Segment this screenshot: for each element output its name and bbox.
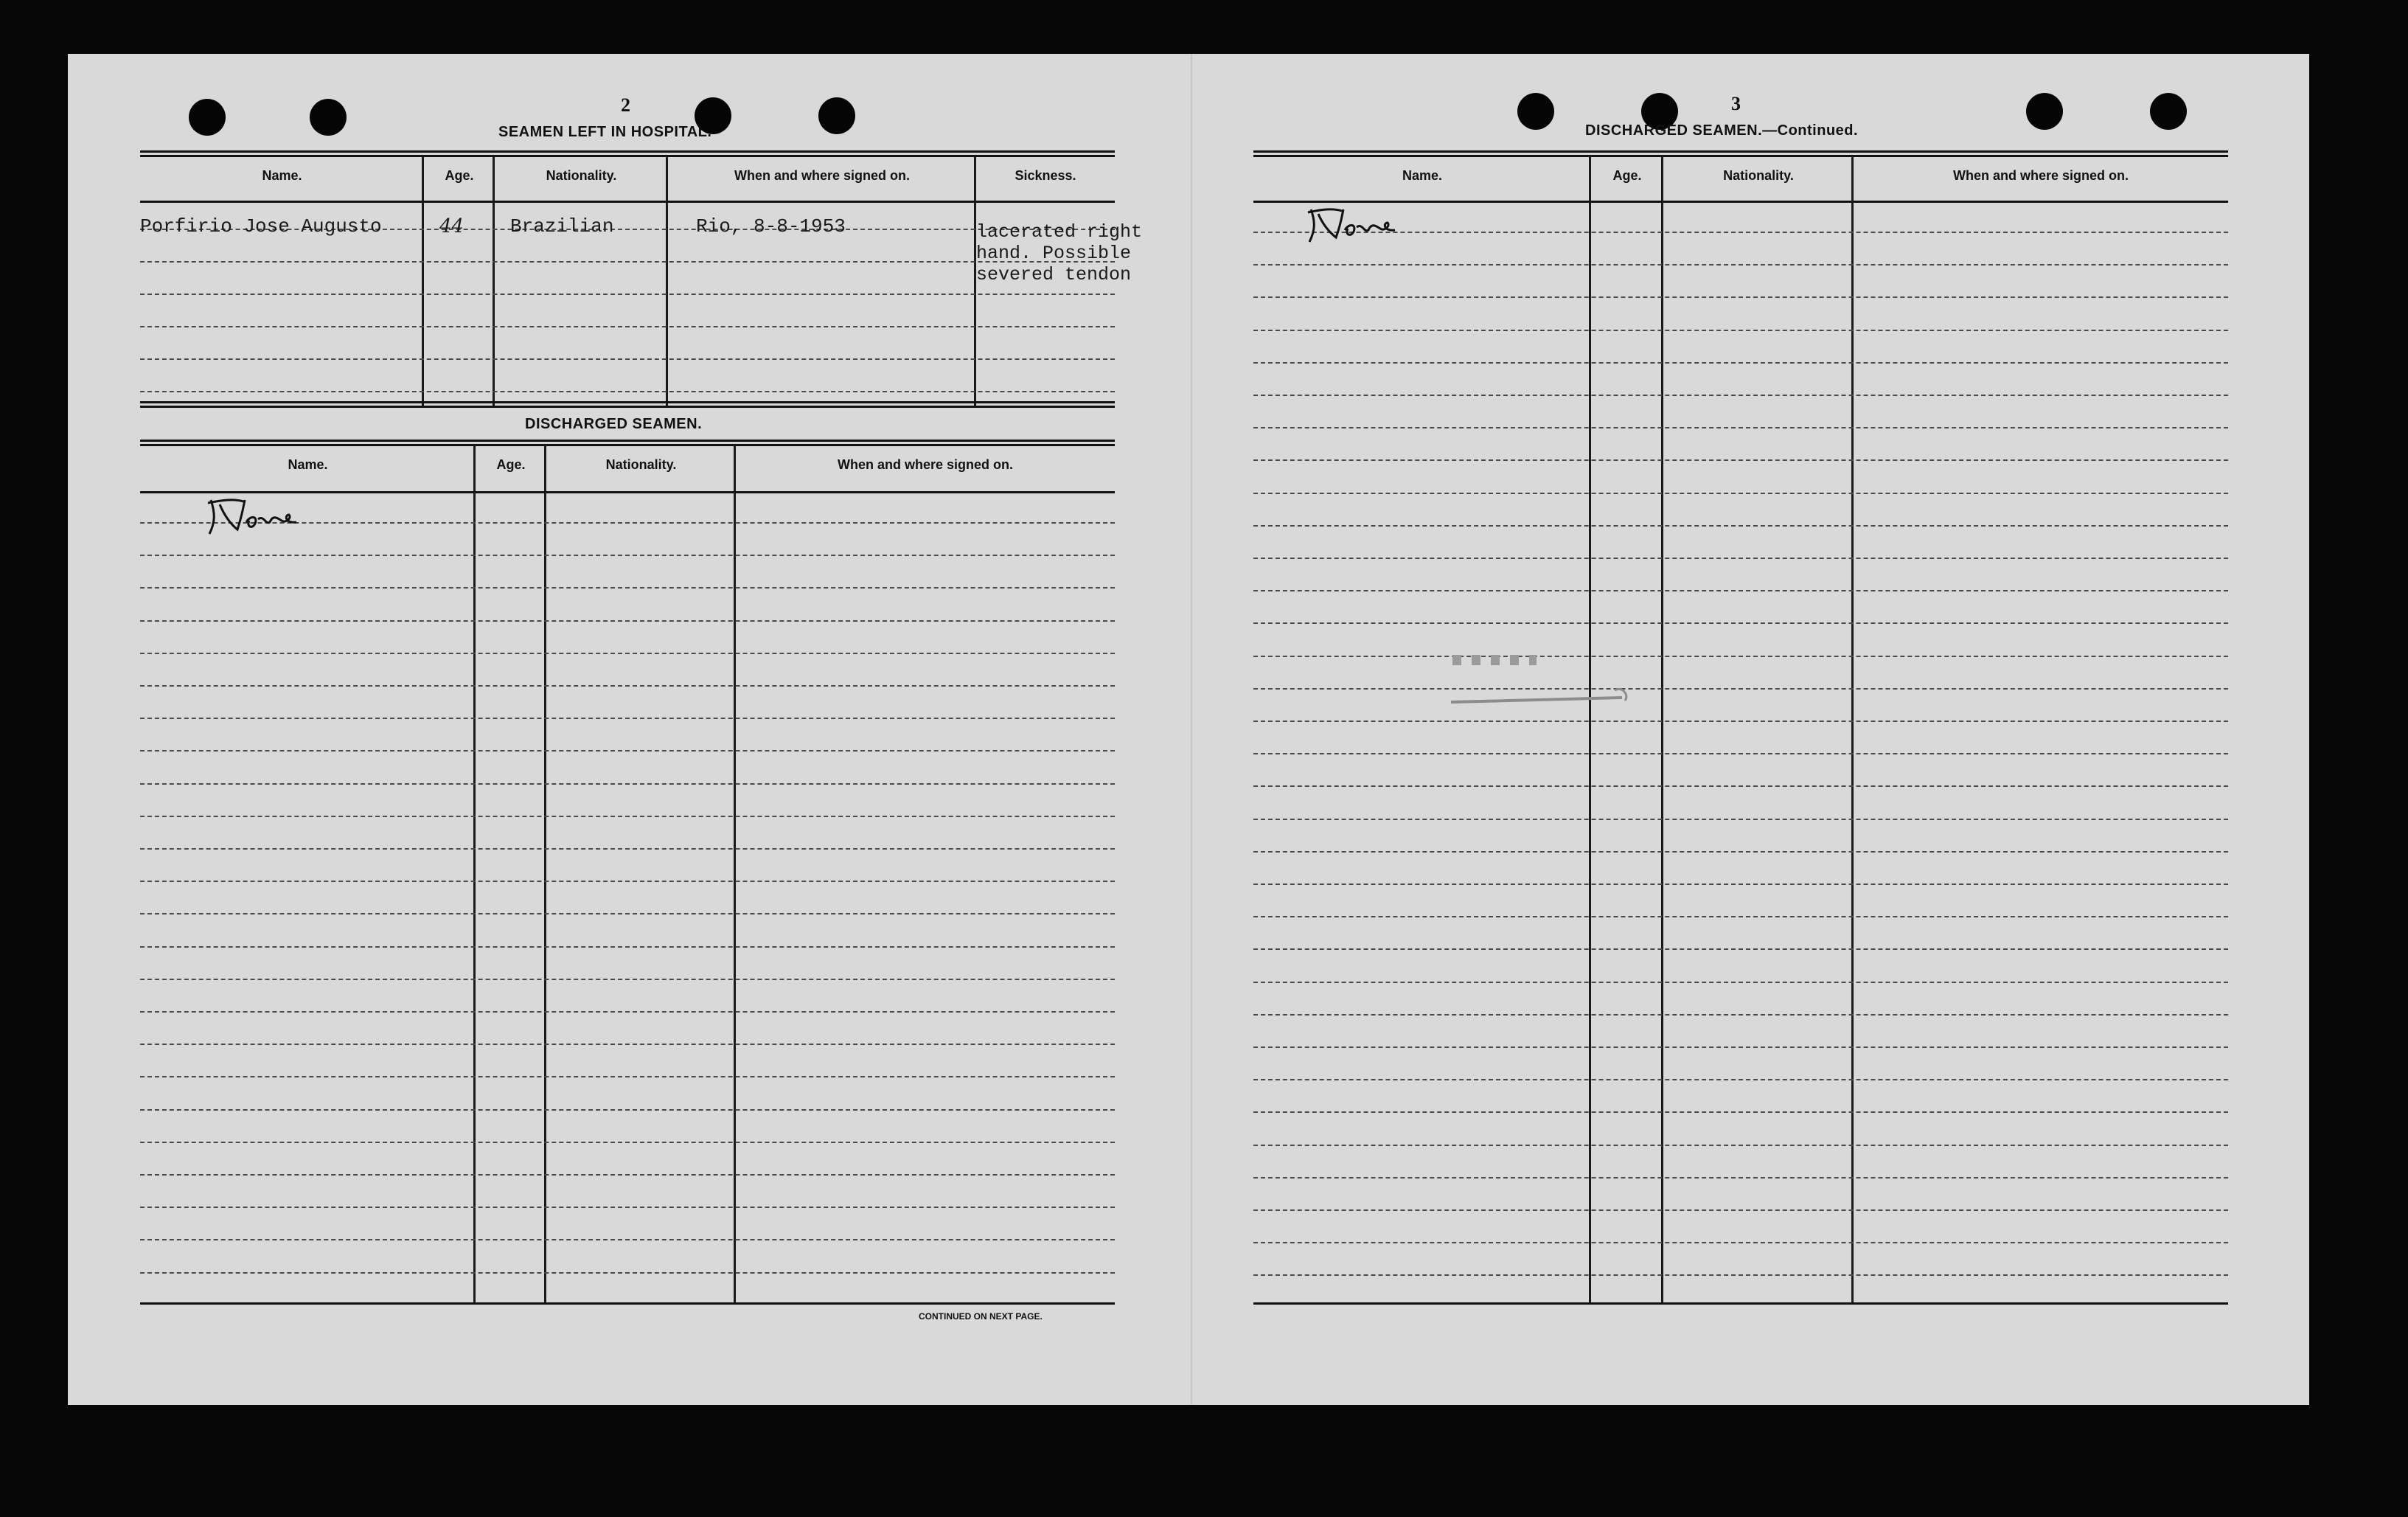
ruled-line: [1253, 884, 2228, 885]
ruled-line: [140, 946, 1115, 948]
hospital-sickness-value: [976, 221, 1160, 285]
ruled-line: [1253, 459, 2228, 461]
handwritten-none-left: [205, 493, 308, 537]
ruled-line: [140, 1239, 1115, 1240]
hospital-header-age: Age.: [445, 168, 474, 183]
continued-footer: CONTINUED ON NEXT PAGE.: [919, 1311, 1043, 1322]
ruled-line: [1253, 493, 2228, 494]
ruled-line: [1253, 362, 2228, 364]
ruled-line: [1253, 264, 2228, 265]
right-header-nationality: Nationality.: [1723, 168, 1794, 183]
ruled-line: [1253, 819, 2228, 820]
discharged-header-signed-on: When and where signed on.: [837, 457, 1014, 472]
ruled-line: [140, 685, 1115, 687]
punch-hole: [1517, 93, 1554, 130]
ruled-line: [1253, 1046, 2228, 1048]
ruled-line: [140, 391, 1115, 392]
ruled-line: [1253, 688, 2228, 690]
hospital-age-value: 44: [439, 215, 464, 237]
ruled-line: [140, 653, 1115, 654]
hospital-header-signed-on: When and where signed on.: [734, 168, 911, 183]
ruled-line: [1253, 296, 2228, 298]
ruled-line: [140, 1044, 1115, 1045]
ruled-line: [140, 783, 1115, 785]
discharged-section-title: DISCHARGED SEAMEN.: [525, 416, 703, 432]
ruled-line: [140, 1207, 1115, 1208]
ruled-line: [1253, 1209, 2228, 1211]
ruled-line: [140, 1142, 1115, 1143]
ruled-line: [1253, 721, 2228, 722]
ruled-line: [140, 1076, 1115, 1077]
hospital-header-name: Name.: [262, 168, 302, 183]
ruled-line: [1253, 785, 2228, 787]
ruled-line: [1253, 395, 2228, 396]
ruled-line: [1253, 1014, 2228, 1016]
ruled-line: [140, 1109, 1115, 1111]
ruled-line: [1253, 1079, 2228, 1080]
punch-hole: [189, 99, 226, 136]
ruled-line: [140, 326, 1115, 327]
hospital-nationality-value: Brazilian: [510, 215, 614, 237]
punch-hole: [310, 99, 347, 136]
hospital-section-title: SEAMEN LEFT IN HOSPITAL.: [498, 124, 712, 140]
discharged-header-nationality: Nationality.: [605, 457, 677, 472]
ruled-line: [1253, 525, 2228, 527]
ruled-line: [140, 1174, 1115, 1176]
right-header-name: Name.: [1402, 168, 1443, 183]
ruled-line: [1253, 1274, 2228, 1276]
ruled-line: [140, 1011, 1115, 1013]
ruled-line: [140, 555, 1115, 556]
discharged-table-left: [140, 440, 1115, 1310]
ruled-line: [140, 587, 1115, 589]
ruled-line: [1253, 753, 2228, 754]
sickness-line: severed tendon: [976, 264, 1132, 285]
ruled-line: [1253, 427, 2228, 428]
ruled-line: [140, 261, 1115, 263]
ruled-line: [1253, 1242, 2228, 1243]
punch-hole: [818, 97, 855, 134]
discharged-header-age: Age.: [496, 457, 526, 472]
discharged-header-name: Name.: [288, 457, 328, 472]
ruled-line: [1253, 558, 2228, 559]
ruled-line: [140, 358, 1115, 360]
hospital-table: [140, 150, 1115, 409]
discharged-table-right: [1253, 150, 2228, 1308]
ruled-line: [140, 718, 1115, 719]
ruled-line: [1253, 1145, 2228, 1146]
ruled-line: [1253, 622, 2228, 624]
ruled-line: [140, 294, 1115, 295]
right-header-signed-on: When and where signed on.: [1952, 168, 2129, 183]
page-fold: [1191, 54, 1192, 1405]
page-number-left: 2: [621, 94, 630, 116]
hospital-header-nationality: Nationality.: [546, 168, 617, 183]
ruled-line: [1253, 590, 2228, 591]
ruled-line: [1253, 982, 2228, 983]
ruled-line: [140, 750, 1115, 751]
punch-hole: [2026, 93, 2063, 130]
ruled-line: [1253, 1111, 2228, 1113]
sickness-line: hand. Possible: [976, 243, 1132, 264]
ruled-line: [1253, 948, 2228, 950]
hospital-header-sickness: Sickness.: [1015, 168, 1076, 183]
handwritten-none-right: [1305, 204, 1401, 245]
ruled-line: [140, 881, 1115, 882]
hospital-name-value: Porfirio Jose Augusto: [140, 215, 382, 237]
page-number-right: 3: [1731, 93, 1741, 114]
ruled-line: [140, 1272, 1115, 1274]
ruled-line: [140, 913, 1115, 914]
ruled-line: [1253, 656, 2228, 657]
ruled-line: [140, 816, 1115, 817]
ruled-line: [140, 620, 1115, 622]
ruled-line: [1253, 916, 2228, 917]
ruled-line: [1253, 851, 2228, 853]
ruled-line: [140, 979, 1115, 980]
sickness-line: lacerated right: [976, 221, 1143, 243]
right-section-title: DISCHARGED SEAMEN.—Continued.: [1585, 122, 1859, 139]
hospital-signed-on-value: Rio, 8-8-1953: [696, 215, 846, 237]
right-header-age: Age.: [1612, 168, 1642, 183]
ruled-line: [140, 848, 1115, 850]
punch-hole: [2150, 93, 2187, 130]
faint-stamp-mark: [1445, 649, 1666, 715]
ruled-line: [1253, 330, 2228, 331]
ruled-line: [1253, 1177, 2228, 1178]
